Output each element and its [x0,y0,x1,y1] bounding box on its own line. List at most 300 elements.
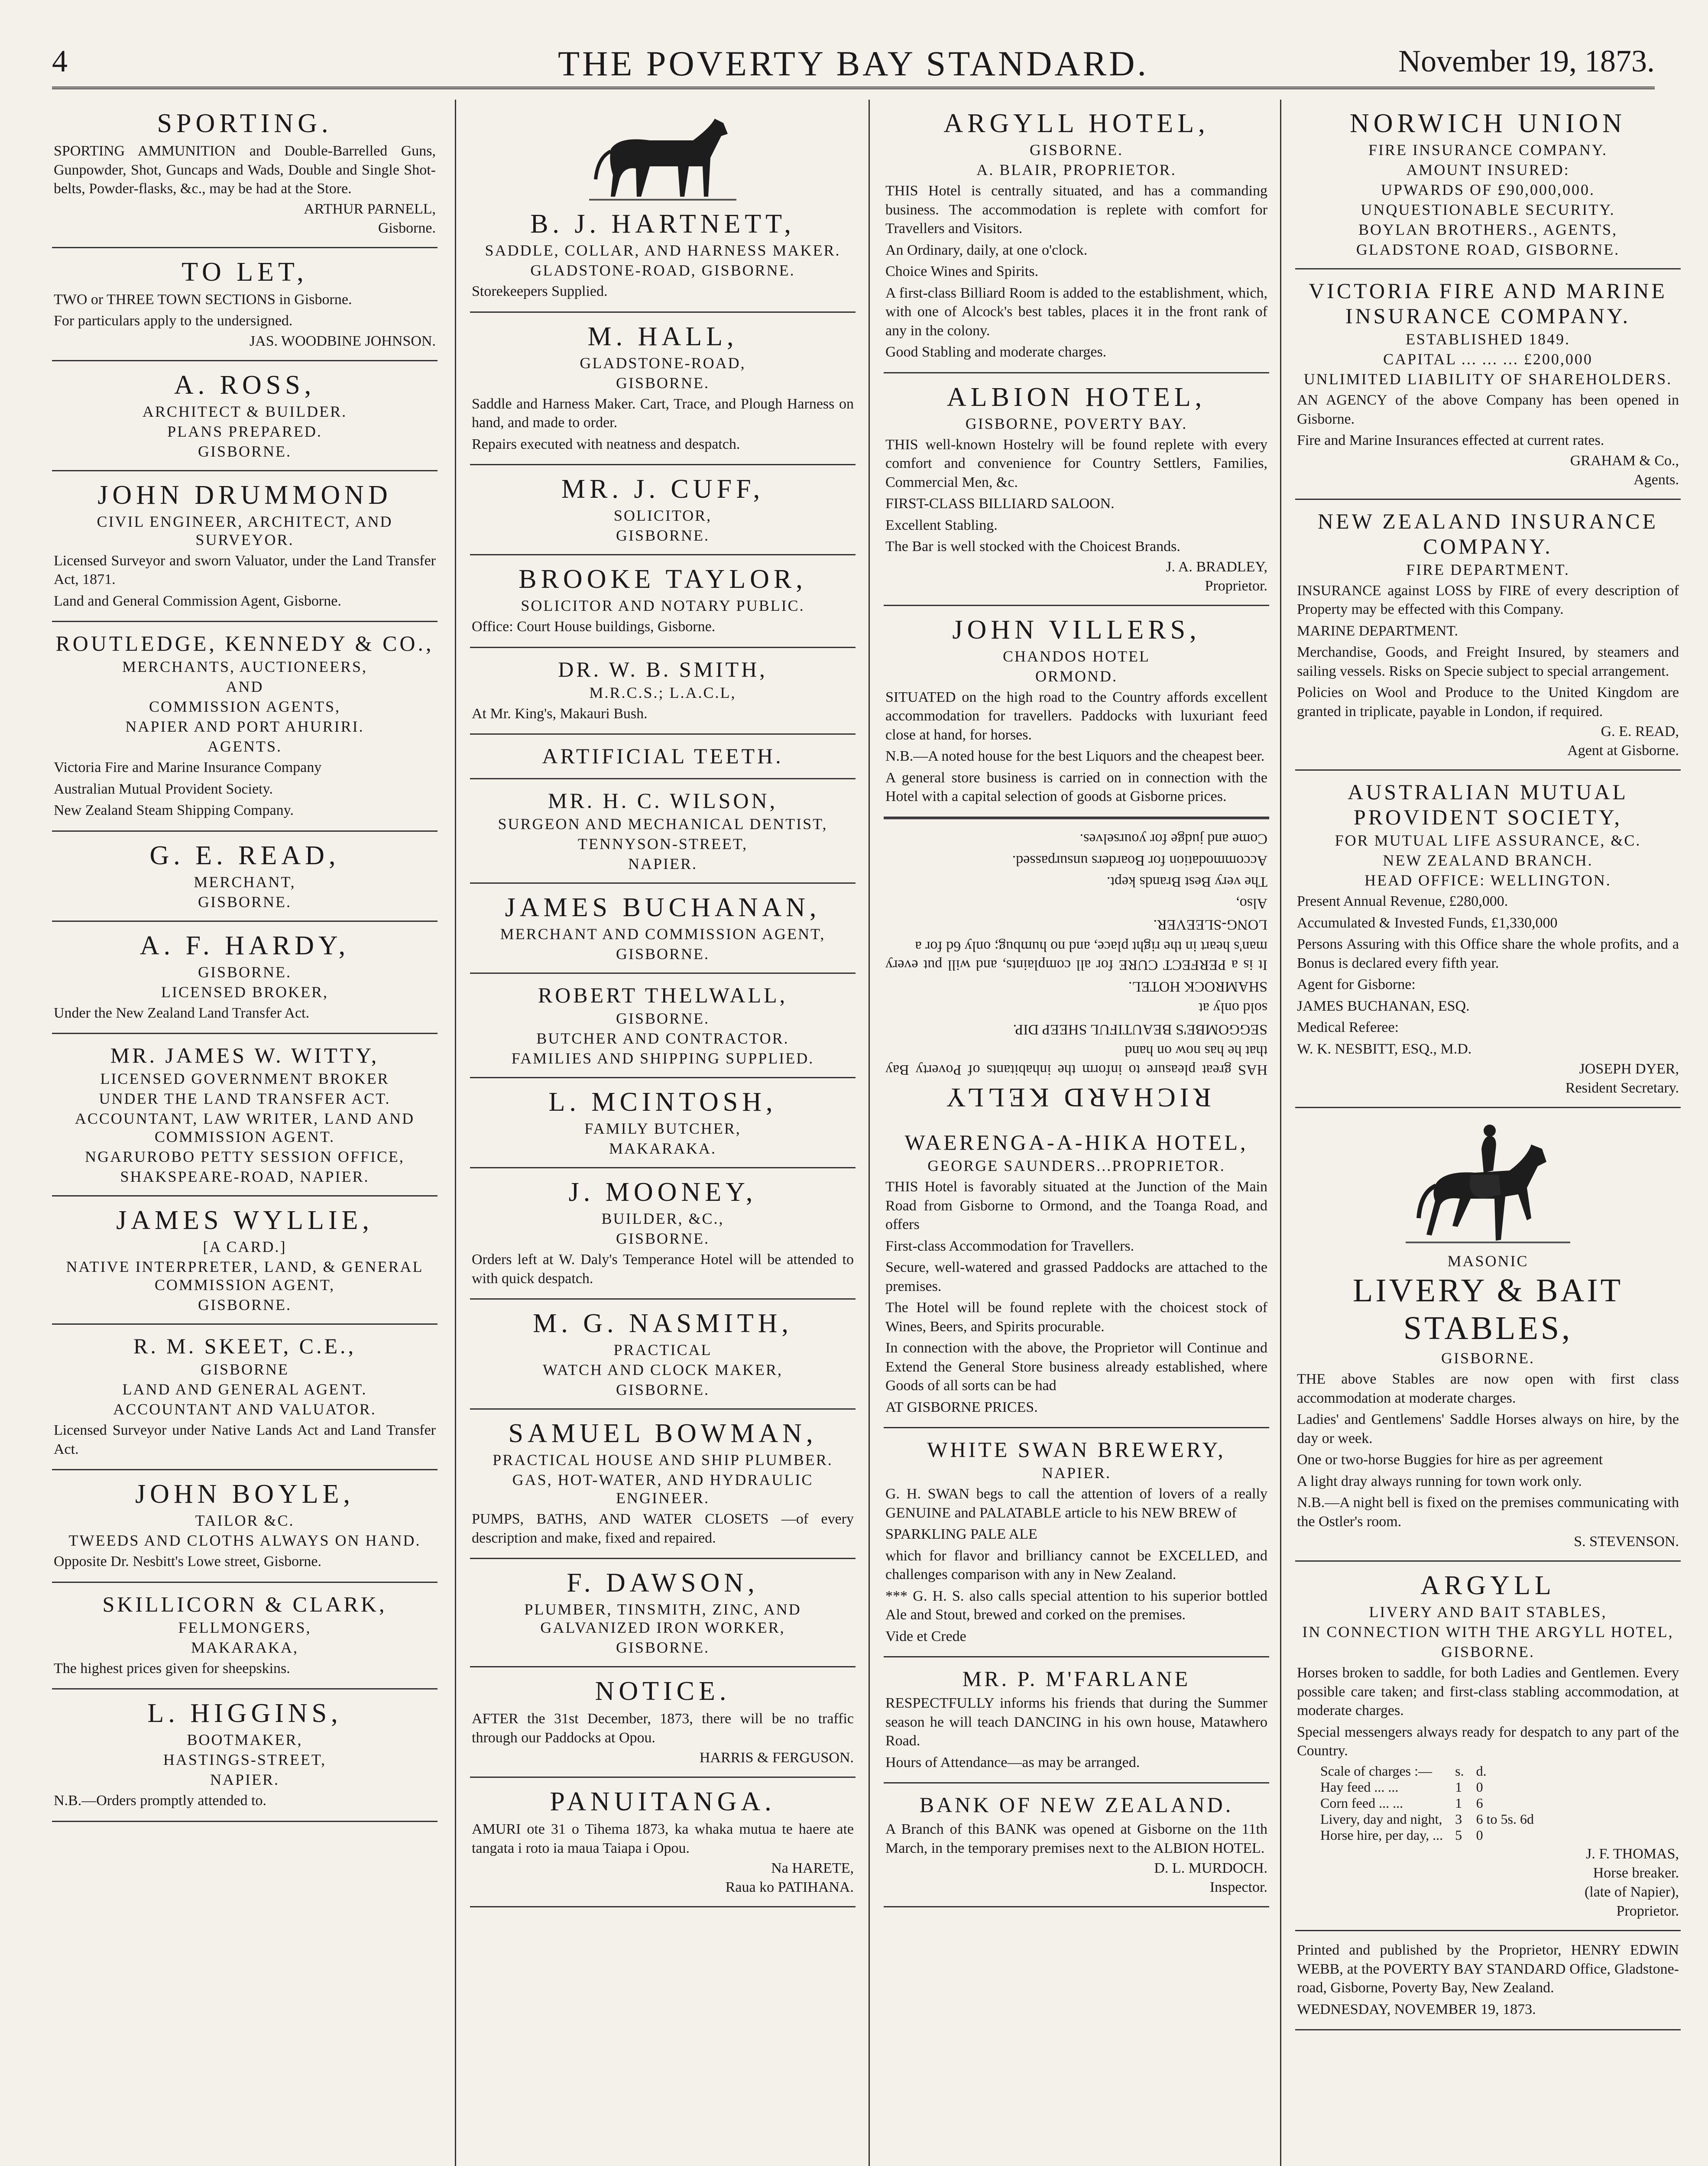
ad-signature: Raua ko PATIHANA. [725,1879,854,1896]
ad-text: Hours of Attendance—as may be arranged. [885,1754,1140,1770]
ad-text: At Mr. King's, Makauri Bush. [472,705,648,722]
ad-heading: L. HIGGINS, [147,1699,342,1728]
ad-text: JAMES BUCHANAN, ESQ. [1297,998,1470,1014]
ad-text: Under the New Zealand Land Transfer Act. [54,1005,310,1021]
advertisement [884,818,1269,1121]
ad-subheading: HEAD OFFICE: WELLINGTON. [1364,872,1611,889]
ad-text: THIS Hotel is centrally situated, and has a commanding business. The accommodation is replete with comfort for Travellers and Visitors. [885,183,1267,237]
ad-heading: AUSTRALIAN MUTUAL PROVIDENT SOCIETY, [1348,780,1628,830]
advertisement [1295,1108,1681,1562]
advertisement [884,606,1269,818]
ad-text: First-class Accommodation for Travellers. [885,1238,1134,1254]
advertisement [470,1667,856,1778]
ad-text: New Zealand Steam Shipping Company. [54,802,294,819]
ad-text: THIS Hotel is favorably situated at the Junction of the Main Road from Gisborne to Ormond, and the Toanga Road, and offers [885,1179,1267,1233]
ad-signature: JAS. WOODBINE JOHNSON. [249,333,436,349]
ad-heading: J. MOONEY, [568,1177,757,1207]
ad-heading: LIVERY & BAIT STABLES, [1352,1272,1624,1347]
ad-text: Fire and Marine Insurances effected at current rates. [1297,432,1604,449]
table-header-cell: Scale of charges :— [1320,1763,1432,1779]
advertisement [884,373,1269,606]
ad-signature: Horse breaker. [1593,1864,1679,1881]
table-cell: Livery, day and night, [1320,1811,1442,1827]
ad-heading: M. HALL, [587,321,738,351]
advertisement [470,1300,856,1410]
ad-subheading: NGARUROBO PETTY SESSION OFFICE, [85,1148,405,1166]
ad-text: For particulars apply to the undersigned. [54,313,293,329]
ad-text: Agent for Gisborne: [1297,976,1416,993]
advertisement [52,1034,438,1196]
ad-subheading: AMOUNT INSURED: [1406,161,1570,178]
ad-subheading: TENNYSON-STREET, [577,835,748,853]
ad-subheading: BUILDER, &C., [601,1210,724,1228]
ad-subheading: BOYLAN BROTHERS., AGENTS, [1358,221,1618,238]
ad-subheading: CIVIL ENGINEER, ARCHITECT, AND SURVEYOR. [97,512,393,548]
ad-subheading: GISBORNE [200,1361,289,1378]
ad-text: Horses broken to saddle, for both Ladies and Gentlemen. Every possible care taken; and first-class stabling accommodation, at moderate charges. [1297,1665,1679,1719]
advertisement [470,1410,856,1559]
ad-text: SPORTING AMMUNITION and Double-Barrelled Guns, Gunpowder, Shot, Guncaps and Wads, Double and Single Shot-belts, Powder-flasks, &c., may be had at the Store. [54,143,436,197]
ad-text: N.B.—A noted house for the best Liquors and the cheapest beer. [885,748,1265,765]
ad-subheading: AND [226,678,264,696]
ad-subheading: UPWARDS OF £90,000,000. [1381,181,1595,198]
ad-heading: NOTICE. [595,1676,731,1706]
ad-heading: ROUTLEDGE, KENNEDY & CO., [55,631,434,656]
ad-text: W. K. NESBITT, ESQ., M.D. [1297,1041,1472,1057]
ad-subheading: AGENTS. [207,738,282,756]
ad-signature: J. A. BRADLEY, [1166,558,1267,575]
ad-heading: WAERENGA-A-HIKA HOTEL, [904,1130,1248,1155]
ad-heading: L. MCINTOSH, [548,1087,777,1117]
ad-signature: Inspector. [1209,1879,1267,1896]
ad-text: The highest prices given for sheepskins. [54,1660,290,1676]
ad-text: Repairs executed with neatness and despatch. [472,436,740,452]
ad-subheading: FOR MUTUAL LIFE ASSURANCE, &C. [1335,832,1641,850]
table-cell: Horse hire, per day, ... [1320,1827,1443,1843]
ad-signature: Gisborne. [378,220,436,236]
table-row [1314,1811,1540,1827]
advertisement [470,465,856,555]
table-cell: 6 to 5s. 6d [1476,1811,1534,1827]
ad-subheading: MAKARAKA, [191,1638,298,1656]
ad-subheading: HASTINGS-STREET, [163,1751,327,1769]
advertisement [470,555,856,648]
advertisement [52,1325,438,1470]
ad-signature: JOSEPH DYER, [1579,1061,1679,1077]
ad-text: Vide et Crede [885,1628,966,1644]
table-header-cell: d. [1476,1763,1487,1779]
ad-subheading: GISBORNE. [198,1296,292,1314]
ad-signature: (late of Napier), [1584,1884,1679,1900]
ad-signature: J. F. THOMAS, [1586,1845,1679,1862]
ad-text: Merchandise, Goods, and Freight Insured, by steamers and sailing vessels. Risks on Specie subject to special arrangement. [1297,644,1679,679]
horse-illustration [585,110,741,205]
ad-text: WEDNESDAY, NOVEMBER 19, 1873. [1297,2001,1536,2017]
ad-text: N.B.—A night bell is fixed on the premises communicating with the Ostler's room. [1297,1495,1679,1530]
ad-subheading: ORMOND. [1035,667,1118,685]
ad-text: The very Best Brands kept. [1106,874,1267,890]
ad-subheading: ACCOUNTANT, LAW WRITER, LAND AND COMMISSION AGENT. [75,1110,415,1146]
advertisement [1295,1562,1681,1931]
ad-text: A first-class Billiard Room is added to the establishment, which, with one of Alcock's best tables, places it in the front rank of any in the colony. [885,285,1267,339]
charges-table [1314,1763,1540,1843]
ad-text: TWO or THREE TOWN SECTIONS in Gisborne. [54,291,352,308]
table-cell: 1 [1455,1795,1462,1811]
ad-text: INSURANCE against LOSS by FIRE of every description of Property may be effected with this Company. [1297,582,1679,618]
ad-heading: TO LET, [181,257,308,287]
ad-heading: ARGYLL [1420,1571,1556,1601]
ad-text: A Branch of this BANK was opened at Gisborne on the 11th March, in the temporary premises next to the ALBION HOTEL. [885,1821,1267,1856]
ad-heading: BROOKE TAYLOR, [519,564,807,594]
ad-text: sold only at [1199,1000,1267,1016]
ad-subheading: LIVERY AND BAIT STABLES, [1369,1603,1607,1621]
ad-heading: WHITE SWAN BREWERY, [927,1437,1226,1462]
ad-text: LONG-SLEEVER. [1153,917,1267,933]
ad-text: The Hotel will be found replete with the choicest stock of Wines, Beers, and Spirits procurable. [885,1300,1267,1335]
ad-text: AMURI ote 31 o Tihema 1873, ka whaka mutua te haere ate tangata i roto ia maua Taiapa i Opou. [472,1821,854,1856]
ad-text: Good Stabling and moderate charges. [885,344,1107,360]
ad-text: SITUATED on the high road to the Country affords excellent accommodation for travellers. Paddocks with luxuriant feed close at hand, for horses. [885,689,1267,743]
ad-signature: Agents. [1633,471,1679,488]
ad-text: Accumulated & Invested Funds, £1,330,000 [1297,914,1558,931]
ad-signature: G. E. READ, [1601,723,1679,740]
ad-subheading: CHANDOS HOTEL [1003,647,1150,665]
page-number: 4 [52,44,68,78]
ad-subheading: FELLMONGERS, [178,1618,311,1636]
ad-subheading: NEW ZEALAND BRANCH. [1383,852,1593,869]
ad-heading: JOHN VILLERS, [952,615,1201,645]
ad-subheading: SHAKSPEARE-ROAD, NAPIER. [120,1168,369,1186]
advertisement [884,1428,1269,1657]
ad-heading: ARTIFICIAL TEETH. [542,744,784,768]
ad-subheading: GLADSTONE-ROAD, [580,354,746,372]
ad-text: SHAMROCK HOTEL. [1128,978,1267,995]
ad-subheading: PLANS PREPARED. [167,422,322,440]
ad-subheading: SOLICITOR, [613,507,712,525]
ad-subheading: GISBORNE. [198,893,292,911]
advertisement [470,100,856,313]
newspaper-title: THE POVERTY BAY STANDARD. [557,44,1149,83]
ad-signature: Agent at Gisborne. [1567,743,1679,759]
ad-subheading: FIRE INSURANCE COMPANY. [1368,141,1608,159]
ad-subheading: GISBORNE. [1441,1349,1535,1367]
ad-subheading: WATCH AND CLOCK MAKER, [542,1361,783,1379]
ad-text: Accommodation for Boarders unsurpassed. [1012,852,1267,869]
ad-subheading: SOLICITOR AND NOTARY PUBLIC. [521,597,805,615]
ad-subheading: ACCOUNTANT AND VALUATOR. [113,1401,376,1418]
advertisement [1295,1931,1681,2030]
ad-text: which for flavor and brilliancy cannot be EXCELLED, and challenges comparison with any in New Zealand. [885,1547,1267,1583]
ad-text: Also, [1236,895,1267,911]
ad-subheading: FAMILIES AND SHIPPING SUPPLIED. [511,1050,814,1067]
ad-text: Licensed Surveyor under Native Lands Act and Land Transfer Act. [54,1422,436,1457]
ad-heading: MR. J. CUFF, [561,474,765,504]
issue-date: November 19, 1873. [1398,44,1655,78]
ad-heading: VICTORIA FIRE AND MARINE INSURANCE COMPANY. [1309,279,1667,328]
ad-subheading: ESTABLISHED 1849. [1405,331,1571,348]
ad-subheading: BUTCHER AND CONTRACTOR. [536,1030,789,1047]
ad-subheading: GISBORNE. [1441,1643,1535,1661]
ad-heading: SKILLICORN & CLARK, [102,1592,387,1616]
ad-text: The Bar is well stocked with the Choicest Brands. [885,538,1180,555]
ad-signature: ARTHUR PARNELL, [304,201,436,217]
ad-text: A light dray always running for town work only. [1297,1473,1582,1489]
ad-heading: SAMUEL BOWMAN, [508,1419,817,1449]
ad-subheading: GISBORNE. [616,1230,710,1248]
ad-text: *** G. H. S. also calls special attention to his superior bottled Ale and Stout, brewed and corked on the premises. [885,1588,1267,1623]
ad-signature: Proprietor. [1616,1903,1679,1919]
ad-text: FIRST-CLASS BILLIARD SALOON. [885,496,1115,512]
table-cell: 0 [1476,1779,1483,1795]
ad-subheading: NAPIER. [628,855,697,873]
table-cell: 5 [1455,1827,1462,1843]
ad-subheading: MERCHANT AND COMMISSION AGENT, [500,925,826,943]
ad-heading: F. DAWSON, [567,1568,759,1598]
ad-subheading: NATIVE INTERPRETER, LAND, & GENERAL COMMISSION AGENT, [66,1258,424,1294]
ad-subheading: GISBORNE. [198,442,292,460]
ad-text: RESPECTFULLY informs his friends that during the Summer season he will teach DANCING in his own house, Matawhero Road. [885,1695,1267,1749]
ad-signature: Proprietor. [1205,577,1267,594]
ad-subheading: TAILOR &C. [195,1512,295,1530]
ad-heading: JOHN DRUMMOND [97,480,392,510]
ad-text: Land and General Commission Agent, Gisborne. [54,593,341,609]
ad-subheading: GISBORNE. [616,1639,710,1657]
advertisement [52,471,438,623]
ad-text: THE above Stables are now open with first class accommodation at moderate charges. [1297,1371,1679,1406]
table-cell: 3 [1455,1811,1462,1827]
ad-text: Storekeepers Supplied. [472,283,608,299]
ad-text: In connection with the above, the Proprietor will Continue and Extend the General Store business already established, where Goods of all sorts can be had [885,1340,1267,1394]
ad-text: AFTER the 31st December, 1873, there will be no traffic through our Paddocks at Opou. [472,1711,854,1746]
ad-heading: G. E. READ, [149,840,340,870]
table-cell: 6 [1476,1795,1483,1811]
ad-heading: JAMES BUCHANAN, [505,893,821,923]
ad-text: Saddle and Harness Maker. Cart, Trace, and Plough Harness on hand, and made to order. [472,396,854,431]
ad-subheading: PRACTICAL [613,1341,712,1359]
ad-subheading: GISBORNE. [616,527,710,545]
column-1 [52,100,438,2166]
ad-text: Opposite Dr. Nesbitt's Lowe street, Gisborne. [54,1553,322,1570]
table-cell: 1 [1455,1779,1462,1795]
ad-subheading: A. BLAIR, PROPRIETOR. [976,161,1176,178]
advertisement [470,1168,856,1300]
ad-text: Special messengers always ready for despatch to any part of the Country. [1297,1724,1679,1759]
ad-subheading: GISBORNE. [616,1381,710,1399]
ad-subheading: FIRE DEPARTMENT. [1406,561,1570,578]
advertisement [52,622,438,832]
ad-text: AN AGENCY of the above Company has been opened in Gisborne. [1297,392,1679,427]
column-rule [455,100,456,2166]
ad-subheading: IN CONNECTION WITH THE ARGYLL HOTEL, [1302,1623,1674,1641]
ad-subheading: NAPIER AND PORT AHURIRI. [125,718,364,736]
ad-heading: MR. JAMES W. WITTY, [110,1043,379,1068]
advertisement [470,735,856,779]
ad-subheading: COMMISSION AGENTS, [149,698,341,716]
ad-subheading: GLADSTONE ROAD, GISBORNE. [1356,241,1620,258]
column-2 [470,100,856,2166]
advertisement [884,1121,1269,1428]
column-3 [884,100,1269,2166]
advertisement [52,248,438,361]
ad-text: PUMPS, BATHS, AND WATER CLOSETS —of every description and make, fixed and repaired. [472,1511,854,1546]
ad-heading: A. F. HARDY, [139,931,350,960]
ad-signature: Resident Secretary. [1565,1080,1679,1096]
ad-signature: D. L. MURDOCH. [1154,1860,1267,1877]
ad-text: Come and judge for yourselves. [1079,831,1267,847]
advertisement [52,832,438,922]
ad-heading: ARGYLL HOTEL, [943,109,1209,138]
advertisement [470,648,856,735]
advertisement [470,884,856,974]
ad-heading: MR. P. M'FARLANE [962,1667,1191,1691]
ad-text: Victoria Fire and Marine Insurance Company [54,759,322,776]
advertisement [884,100,1269,373]
ad-subheading: M.R.C.S.; L.A.C.L, [589,684,736,701]
ad-text: Excellent Stabling. [885,517,998,533]
table-cell: Corn feed ... ... [1320,1795,1403,1811]
ad-heading: BANK OF NEW ZEALAND. [919,1793,1234,1817]
ad-text: HAS great pleasure to inform the inhabitants of Poverty Bay that he has now on hand [885,1043,1267,1078]
ad-text: Ladies' and Gentlemens' Saddle Horses always on hire, by the day or week. [1297,1411,1679,1446]
ad-text: Australian Mutual Provident Society. [54,781,273,797]
ad-heading: ALBION HOTEL, [946,382,1206,412]
ad-subheading: CAPITAL ... ... ... £200,000 [1383,350,1593,368]
ad-subheading: LAND AND GENERAL AGENT. [122,1381,367,1398]
advertisement [470,313,856,466]
advertisement [52,1196,438,1325]
advertisement [52,1470,438,1583]
advertisement [52,1583,438,1690]
ad-signature: S. STEVENSON. [1574,1534,1679,1550]
advertisement [470,1559,856,1667]
table-row [1314,1827,1540,1843]
ad-heading: JOHN BOYLE, [135,1479,355,1509]
ad-subheading: MERCHANTS, AUCTIONEERS, [122,658,368,676]
ad-heading: NORWICH UNION [1349,109,1627,138]
ad-subheading: ARCHITECT & BUILDER. [142,402,347,420]
advertisement [884,1657,1269,1783]
advertisement [470,974,856,1078]
ad-text: Orders left at W. Daly's Temperance Hotel will be attended to with quick despatch. [472,1252,854,1287]
horse-rider-illustration [1397,1119,1579,1248]
ad-text: THIS well-known Hostelry will be found replete with every comfort and convenience for Country Settlers, Families, Commercial Men, &c. [885,436,1267,490]
ad-subheading: LICENSED BROKER, [161,983,328,1001]
ad-subheading: UNDER THE LAND TRANSFER ACT. [99,1090,391,1108]
ad-subheading: MERCHANT, [194,873,296,891]
column-rule [869,100,870,2166]
ad-subheading: MAKARAKA. [609,1140,716,1158]
ad-subheading: GEORGE SAUNDERS...PROPRIETOR. [927,1157,1225,1175]
ad-heading: B. J. HARTNETT, [530,209,795,239]
ad-subheading: SADDLE, COLLAR, AND HARNESS MAKER. [485,242,841,259]
ad-text: G. H. SWAN begs to call the attention of lovers of a really GENUINE and PALATABLE article to his NEW BREW of [885,1486,1267,1521]
ad-text: An Ordinary, daily, at one o'clock. [885,242,1088,258]
ad-subheading: GISBORNE. [616,374,710,392]
ad-subheading: UNQUESTIONABLE SECURITY. [1361,201,1615,218]
ad-subheading: GISBORNE. [616,945,710,963]
ad-heading: M. G. NASMITH, [533,1309,793,1339]
ad-subheading: UNLIMITED LIABILITY OF SHAREHOLDERS. [1303,370,1672,388]
ad-text: SPARKLING PALE ALE [885,1526,1037,1543]
ad-subheading: PRACTICAL HOUSE AND SHIP PLUMBER. [493,1451,833,1469]
ad-heading: ROBERT THELWALL, [538,983,788,1008]
ad-signature: HARRIS & FERGUSON. [699,1750,854,1766]
advertisement [470,1078,856,1168]
ad-text: N.B.—Orders promptly attended to. [54,1793,267,1809]
ad-text: A general store business is carried on in connection with the Hotel with a capital selection of goods at Gisborne prices. [885,769,1267,805]
advertisement [470,1778,856,1907]
advertisement [52,100,438,248]
ad-subheading: FAMILY BUTCHER, [584,1120,741,1138]
ad-subheading: SURGEON AND MECHANICAL DENTIST, [498,815,828,833]
table-cell: Hay feed ... ... [1320,1779,1399,1795]
table-cell: 0 [1476,1827,1483,1843]
ad-text: AT GISBORNE PRICES. [885,1399,1038,1415]
ad-subheading: GISBORNE, POVERTY BAY. [965,415,1188,432]
table-header-row [1314,1763,1540,1779]
ad-subheading: LICENSED GOVERNMENT BROKER [100,1070,389,1088]
masthead [52,39,1655,89]
ad-subheading: BOOTMAKER, [187,1731,303,1749]
column-4 [1295,100,1681,2166]
ad-subheading: NAPIER. [210,1771,279,1789]
ad-heading: RICHARD KELLY [942,1083,1211,1112]
table-header-cell: s. [1455,1763,1464,1779]
ad-text: MARINE DEPARTMENT. [1297,623,1458,639]
ad-subheading: TWEEDS AND CLOTHS ALWAYS ON HAND. [68,1532,421,1550]
ad-heading: A. ROSS, [174,370,316,400]
ad-signature: Na HARETE, [771,1860,854,1877]
ad-subheading: GAS, HOT-WATER, AND HYDRAULIC ENGINEER. [512,1471,813,1507]
ad-text: Licensed Surveyor and sworn Valuator, under the Land Transfer Act, 1871. [54,552,436,588]
ad-text: Choice Wines and Spirits. [885,263,1039,280]
ad-text: Present Annual Revenue, £280,000. [1297,893,1508,910]
ad-subheading: GISBORNE. [1029,141,1124,159]
advertisement [470,779,856,884]
ad-text: SEGGOMBE'S BEAUTIFUL SHEEP DIP. [1013,1021,1267,1038]
ad-subheading: MASONIC [1447,1252,1529,1270]
advertisement [52,1689,438,1822]
ad-text: Medical Referee: [1297,1019,1399,1036]
advertisement [884,1783,1269,1907]
ad-heading: DR. W. B. SMITH, [558,657,768,681]
advertisement [1295,771,1681,1108]
ad-heading: R. M. SKEET, C.E., [133,1334,357,1359]
ad-text: One or two-horse Buggies for hire as per agreement [1297,1452,1603,1468]
advertisement [1295,500,1681,771]
advertisement [52,922,438,1034]
ad-text: Persons Assuring with this Office share the whole profits, and a Bonus is declared every fifth year. [1297,936,1679,971]
ad-subheading: PLUMBER, TINSMITH, ZINC, AND GALVANIZED IRON WORKER, [524,1601,801,1637]
ad-heading: SPORTING. [157,109,333,138]
ad-heading: PANUITANGA. [550,1787,776,1817]
ad-text: It is a PERFECT CURE for all complaints, and will put every man's heart in the right place, and no humbug; only 6d for a [885,938,1267,973]
ad-text: Office: Court House buildings, Gisborne. [472,619,716,635]
ad-text: Policies on Wool and Produce to the United Kingdom are granted in triplicate, payable in London, if required. [1297,684,1679,720]
ad-subheading: NAPIER. [1041,1464,1111,1482]
ad-heading: MR. H. C. WILSON, [548,788,778,813]
ad-subheading: GISBORNE. [198,963,292,981]
ad-heading: JAMES WYLLIE, [116,1206,373,1235]
ad-subheading: GISBORNE. [616,1010,710,1028]
table-row [1314,1795,1540,1811]
advertisement [1295,269,1681,500]
advertisement [52,361,438,471]
advertisement [1295,100,1681,269]
ad-text: Printed and published by the Proprietor, HENRY EDWIN WEBB, at the POVERTY BAY STANDARD Office, Gladstone-road, Gisborne, Poverty Bay, New Zealand. [1297,1942,1679,1996]
table-row [1314,1779,1540,1795]
column-rule [1280,100,1281,2166]
